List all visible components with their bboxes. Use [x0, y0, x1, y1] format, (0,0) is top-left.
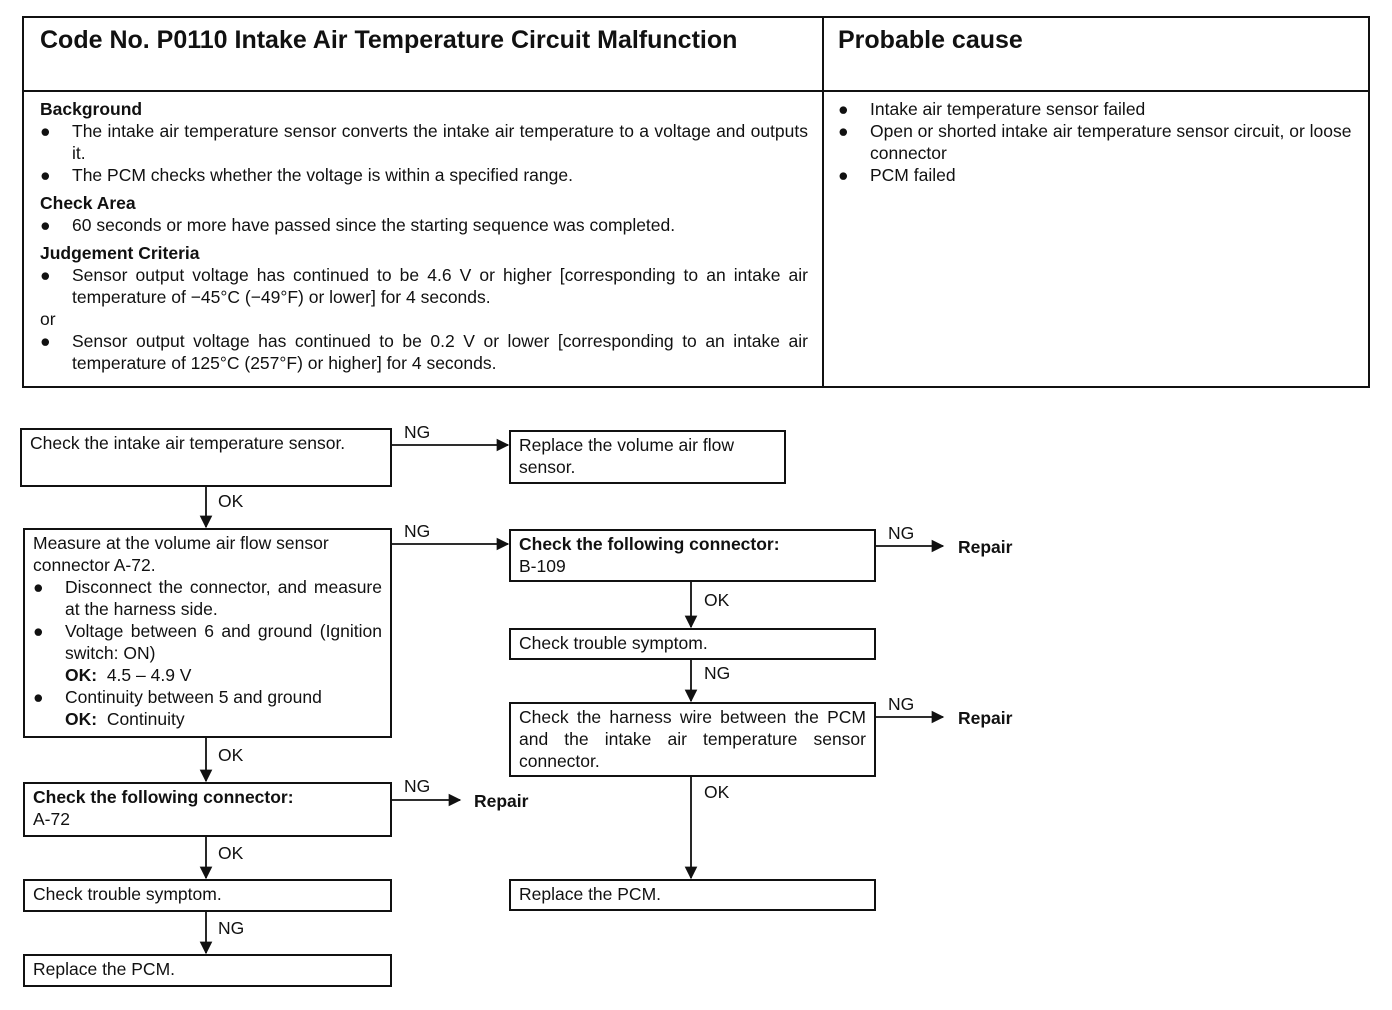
- check-symptom-text: Check trouble symptom.: [33, 884, 222, 904]
- check-symptom-left-box: [23, 879, 392, 912]
- list-item: [33, 686, 382, 730]
- ng-label: NG: [704, 663, 731, 683]
- ng-label: NG: [404, 776, 431, 796]
- check-harness-text: Check the harness wire between the PCM and the intake air temperature sensor connector.: [519, 707, 866, 771]
- check-area-item-1: 60 seconds or more have passed since the starting sequence was completed.: [72, 215, 676, 235]
- ng-label: NG: [888, 523, 915, 543]
- ng-label: NG: [404, 422, 431, 442]
- criteria-heading: Judgement Criteria: [40, 243, 200, 263]
- list-item: [33, 576, 382, 620]
- repair-label: Repair: [474, 791, 529, 811]
- background-heading: Background: [40, 99, 143, 119]
- cause-item-3: PCM failed: [870, 165, 956, 185]
- criteria-item-1: Sensor output voltage has continued to be 4.6 V or higher [corresponding to an intake air temperature of −45°C (−49°F) or lower] for 4 seconds.: [72, 265, 808, 307]
- bullet-icon: ●: [33, 621, 44, 641]
- replace-pcm-text: Replace the PCM.: [33, 959, 176, 979]
- bullet-icon: ●: [40, 121, 51, 141]
- repair-label: Repair: [958, 537, 1013, 557]
- ok-label: OK: [704, 782, 730, 802]
- check-symptom-right-box: [509, 628, 876, 660]
- replace-pcm-left-box: [23, 954, 392, 987]
- bullet-icon: ●: [838, 121, 849, 141]
- ng-label: NG: [888, 694, 915, 714]
- ok-label: OK: [704, 590, 730, 610]
- replace-vaf-box: [509, 430, 786, 484]
- ok-continuity-value: Continuity: [106, 709, 185, 729]
- ok-label: OK:: [65, 665, 98, 685]
- bullet-icon: ●: [838, 99, 849, 119]
- check-symptom-text: Check trouble symptom.: [519, 633, 708, 653]
- repair-label: Repair: [958, 708, 1013, 728]
- bullet-icon: ●: [33, 687, 44, 707]
- check-area-heading: Check Area: [40, 193, 136, 213]
- check-sensor-box: [20, 428, 392, 487]
- connector-b109: B-109: [519, 556, 566, 576]
- bullet-icon: ●: [40, 215, 51, 235]
- cause-item-2: Open or shorted intake air temperature sensor circuit, or loose connector: [870, 121, 1352, 163]
- criteria-item-2: Sensor output voltage has continued to be 0.2 V or lower [corresponding to an intake air temperature of 125°C (257°F) or higher] for 4 seconds.: [72, 331, 808, 373]
- replace-pcm-text: Replace the PCM.: [519, 884, 662, 904]
- check-connector-b109-box: [509, 529, 876, 582]
- ng-label: NG: [404, 521, 431, 541]
- measure-item-3: Continuity between 5 and ground: [65, 687, 322, 707]
- bullet-icon: ●: [33, 577, 44, 597]
- replace-vaf-text: Replace the volume air flow sensor.: [519, 435, 734, 477]
- page-title: Code No. P0110 Intake Air Temperature Circuit Malfunction: [40, 26, 738, 54]
- ok-label: OK:: [65, 709, 98, 729]
- measure-item-1: Disconnect the connector, and measure at the harness side.: [65, 577, 382, 619]
- background-item-1: The intake air temperature sensor converts the intake air temperature to a voltage and outputs it.: [72, 121, 808, 163]
- measure-box: [23, 528, 392, 738]
- list-item: [33, 620, 382, 686]
- measure-item-2: Voltage between 6 and ground (Ignition switch: ON): [65, 621, 382, 663]
- bullet-icon: ●: [40, 165, 51, 185]
- measure-title: Measure at the volume air flow sensor connector A-72.: [33, 533, 329, 575]
- ok-label: OK: [218, 843, 244, 863]
- ok-voltage-value: 4.5 – 4.9 V: [106, 665, 192, 685]
- bullet-icon: ●: [40, 331, 51, 351]
- check-harness-box: [509, 702, 876, 777]
- ng-label: NG: [218, 918, 245, 938]
- check-connector-title: Check the following connector:: [33, 787, 294, 807]
- ok-label: OK: [218, 491, 244, 511]
- check-sensor-text: Check the intake air temperature sensor.: [30, 433, 346, 453]
- ok-label: OK: [218, 745, 244, 765]
- check-connector-title: Check the following connector:: [519, 534, 780, 554]
- bullet-icon: ●: [40, 265, 51, 285]
- cause-item-1: Intake air temperature sensor failed: [870, 99, 1146, 119]
- connector-a72: A-72: [33, 809, 70, 829]
- check-connector-a72-box: [23, 782, 392, 837]
- probable-cause-title: Probable cause: [838, 26, 1023, 54]
- bullet-icon: ●: [838, 165, 849, 185]
- or-separator: or: [40, 309, 56, 329]
- replace-pcm-right-box: [509, 879, 876, 911]
- background-item-2: The PCM checks whether the voltage is within a specified range.: [72, 165, 573, 185]
